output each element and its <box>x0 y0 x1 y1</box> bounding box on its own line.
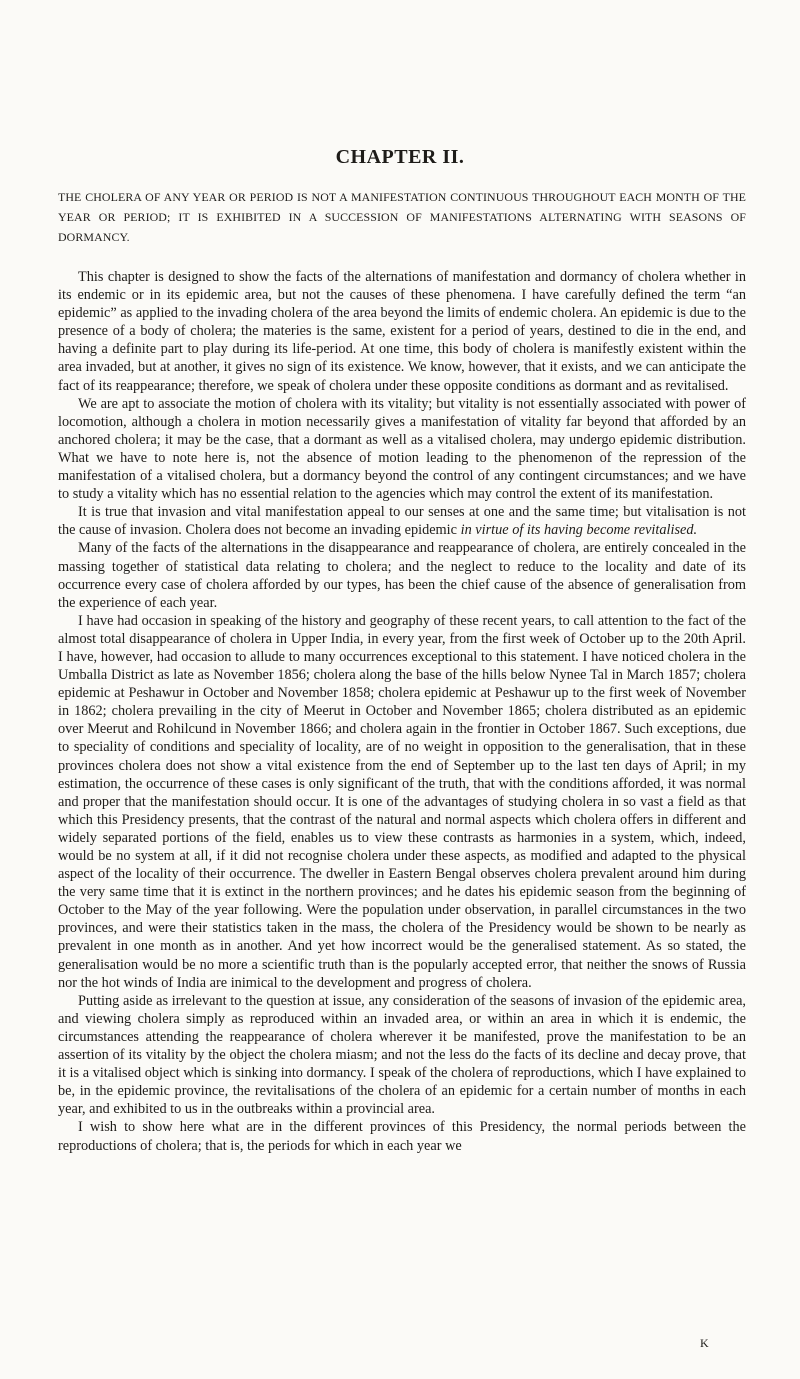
paragraph-5: I have had occasion in speaking of the history and geography of these recent years, to call attention to the fact of the almost total disappearance of cholera in Upper India, in every year, from the first week of October up to the 20th April. I have, however, had occasion to allude to many occurrences exceptional to this statement. I have noticed cholera in the Umballa District as late as November 1856; cholera along the base of the hills below Nynee Tal in March 1857; cholera epidemic at Peshawur in October and November 1858; cholera epidemic at Peshawur up to the first week of November in 1862; cholera prevailing in the city of Meerut in October and November 1865; cholera distributed as an epidemic over Meerut and Rohilcund in November 1866; and cholera again in the frontier in October 1867. Such exceptions, due to speciality of conditions and speciality of locality, are of no weight in opposition to the generalisation, that in these provinces cholera does not show a vital existence from the end of September up to the last ten days of April; in my estimation, the occurrence of these cases is only significant of the truth, that with the conditions afforded, it was normal and proper that the manifestation should occur. It is one of the advantages of studying cholera in so vast a field as that which this Presidency presents, that the contrast of the natural and normal aspects which cholera offers in different and widely separated portions of the field, enables us to view these contrasts as harmonies in a system, which, indeed, would be no system at all, if it did not recognise cholera under these aspects, as modified and adapted to the physical aspect of the locality of their occurrence. The dweller in Eastern Bengal observes cholera prevalent around him during the very same time that it is extinct in the northern provinces; and he dates his epidemic season from the beginning of October to the May of the year following. Were the population under observation, in parallel circumstances in the two provinces, and were their statistics taken in the mass, the cholera of the Presidency would be shown to be nearly as prevalent in one month as in another. And yet how incorrect would be the generalised statement. As so stated, the generalisation would be no more a scientific truth than is the popularly accepted error, that neither the snows of Russia nor the hot winds of India are inimical to the development and progress of cholera. <box>58 612 746 991</box>
paragraph-2: We are apt to associate the motion of cholera with its vitality; but vitality is not essentially associated with power of locomotion, although a cholera in motion necessarily gives a manifestation of vitality far beyond that afforded by an anchored cholera; it may be the case, that a dormant as well as a vitalised cholera, may undergo epidemic distribution. What we have to note here is, not the absence of motion leading to the phenomenon of the repression of the manifestation of a vitalised cholera, but a dormancy beyond the control of any contingent circumstances; and we have to study a vitality which has no essential relation to the agencies which may control the extent of its manifestation. <box>58 395 746 503</box>
chapter-heading: CHAPTER II. <box>335 146 465 168</box>
paragraph-3 <box>58 503 746 539</box>
paragraph-7: I wish to show here what are in the different provinces of this Presidency, the normal periods between the reproductions of cholera; that is, the periods for which in each year we <box>58 1119 746 1154</box>
signature-mark: K <box>700 1336 709 1350</box>
paragraph-3-italic: in virtue of its having become revitalised. <box>460 522 698 539</box>
chapter-subtitle: THE CHOLERA OF ANY YEAR OR PERIOD IS NOT A MANIFESTATION CONTINUOUS THROUGHOUT EACH MONTH OF THE YEAR OR PERIOD; IT IS EXHIBITED IN A SUCCESSION OF MANIFESTATIONS ALTERNATING WITH SEASONS OF DORMANCY. <box>58 190 746 244</box>
chapter-body <box>58 268 746 1155</box>
paragraph-3-text: It is true that invasion and vital manifestation appeal to our senses at one and the same time; but vitalisation is not the cause of invasion. Cholera does not become an invading epidemic <box>58 504 746 539</box>
paragraph-1: This chapter is designed to show the facts of the alternations of manifestation and dormancy of cholera whether in its endemic or in its epidemic area, but not the causes of these phenomena. I have carefully defined the term “an epidemic” as applied to the invading cholera of the area beyond the limits of endemic cholera. An epidemic is due to the presence of a body of cholera; the materies is the same, existent for a period of years, destined to die in the end, and having a definite part to play during its life-period. At one time, this body of cholera is manifestly existent within the area invaded, but at another, it gives no sign of its existence. We know, however, that it exists, and we can anticipate the fact of its reappearance; therefore, we speak of cholera under these opposite conditions as dormant and as revitalised. <box>58 269 746 394</box>
paragraph-6: Putting aside as irrelevant to the question at issue, any consideration of the seasons of invasion of the epidemic area, and viewing cholera simply as reproduced within an invaded area, or within an area in which it is endemic, the circumstances attending the reappearance of cholera wherever it be manifested, prove the manifestation to be an assertion of its vitality by the object the cholera miasm; and not the less do the facts of its decline and decay prove, that it is a vitalised object which is sinking into dormancy. I speak of the cholera of reproductions, which I have explained to be, in the epidemic province, the revitalisations of the cholera of an epidemic for a certain number of months in each year, and exhibited to us in the outbreaks within a provincial area. <box>58 992 746 1118</box>
paragraph-4: Many of the facts of the alternations in the disappearance and reappearance of cholera, are entirely concealed in the massing together of statistical data relating to cholera; and the neglect to reduce to the locality and date of its occurrence every case of cholera afforded by our types, has been the chief cause of the absence of generalisation from the experience of each year. <box>58 540 746 611</box>
